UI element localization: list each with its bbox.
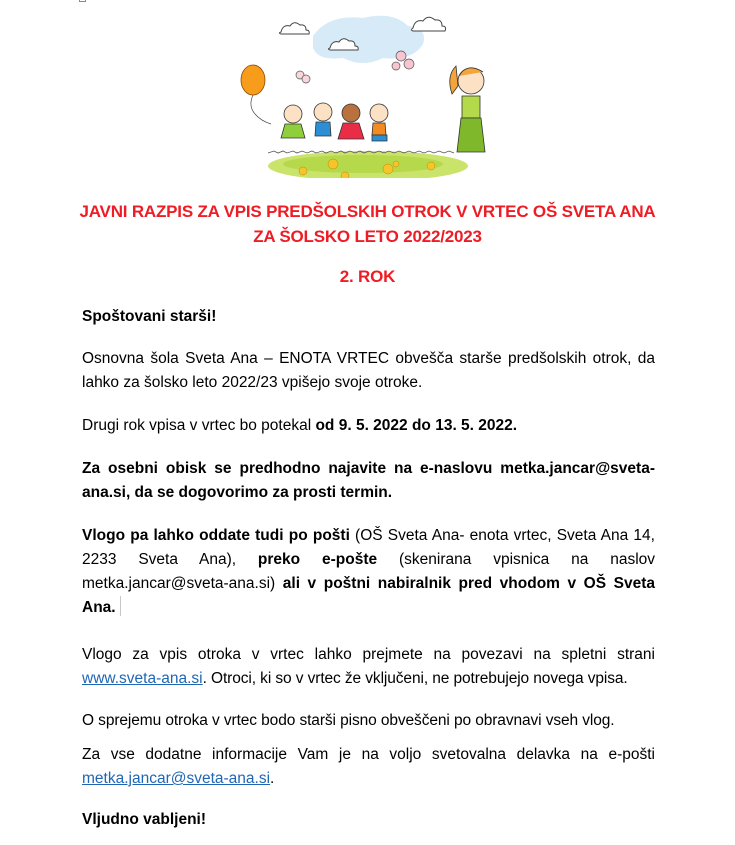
kids-illustration <box>233 6 503 178</box>
paragraph-enrolment-dates <box>82 414 655 438</box>
email-submission-text: (skenirana vpisnica na naslov metka.jancar@sveta-ana.si) <box>82 551 656 592</box>
submission-by-post-label: Vlogo pa lahko oddate tudi po pošti <box>82 527 350 544</box>
contact-end-punctuation: . <box>270 770 275 787</box>
paragraph-intro: Osnovna šola Sveta Ana – ENOTA VRTEC obvešča starše predšolskih otrok, da lahko za šolsko leto 2022/23 vpišejo svoje otroke. <box>82 350 655 391</box>
object-anchor-marker <box>79 0 86 2</box>
enrolment-dates-text: Drugi rok vpisa v vrtec bo potekal <box>82 417 316 434</box>
announcement-title-line-2: ZA ŠOLSKO LETO 2022/2023 <box>253 227 482 246</box>
closing <box>82 808 655 832</box>
text-cursor <box>120 596 121 616</box>
personal-visit-text: Za osebni obisk se predhodno najavite na e-naslovu metka.jancar@sveta-ana.si, da se dogovorimo za prosti termin. <box>82 460 655 501</box>
paragraph-contact <box>82 743 655 791</box>
submission-by-mailbox-label: ali v poštni nabiralnik pred vhodom v OŠ Sveta Ana. <box>82 575 655 616</box>
contact-text: Za vse dodatne informacije Vam je na voljo svetovalna delavka na e-pošti <box>82 746 655 763</box>
paragraph-personal-visit <box>82 457 655 505</box>
paragraph-acceptance-notice: O sprejemu otroka v vrtec bodo starši pisno obveščeni po obravnavi vseh vlog. <box>82 712 615 729</box>
greeting <box>82 305 655 329</box>
greeting-text: Spoštovani starši! <box>82 308 217 325</box>
existing-children-note: . Otroci, ki so v vrtec že vključeni, ne potrebujejo novega vpisa. <box>202 670 628 687</box>
submission-by-email-label: preko e-pošte <box>257 551 378 568</box>
email-link[interactable]: metka.jancar@sveta-ana.si <box>82 770 271 787</box>
website-link[interactable]: www.sveta-ana.si <box>82 670 203 687</box>
application-form-text: Vlogo za vpis otroka v vrtec lahko prejmete na povezavi na spletni strani <box>82 646 655 663</box>
closing-text: Vljudno vabljeni! <box>82 811 207 828</box>
deadline-subtitle: 2. ROK <box>339 267 396 286</box>
paragraph-application-form <box>82 643 655 691</box>
enrolment-date-range: od 9. 5. 2022 do 13. 5. 2022. <box>315 417 518 434</box>
paragraph-submission-options <box>82 524 655 620</box>
postal-address-text: (OŠ Sveta Ana- enota vrtec, Sveta Ana 14, 2233 Sveta Ana), <box>82 527 655 568</box>
announcement-title-line-1: JAVNI RAZPIS ZA VPIS PREDŠOLSKIH OTROK V VRTEC OŠ SVETA ANA <box>79 202 656 221</box>
